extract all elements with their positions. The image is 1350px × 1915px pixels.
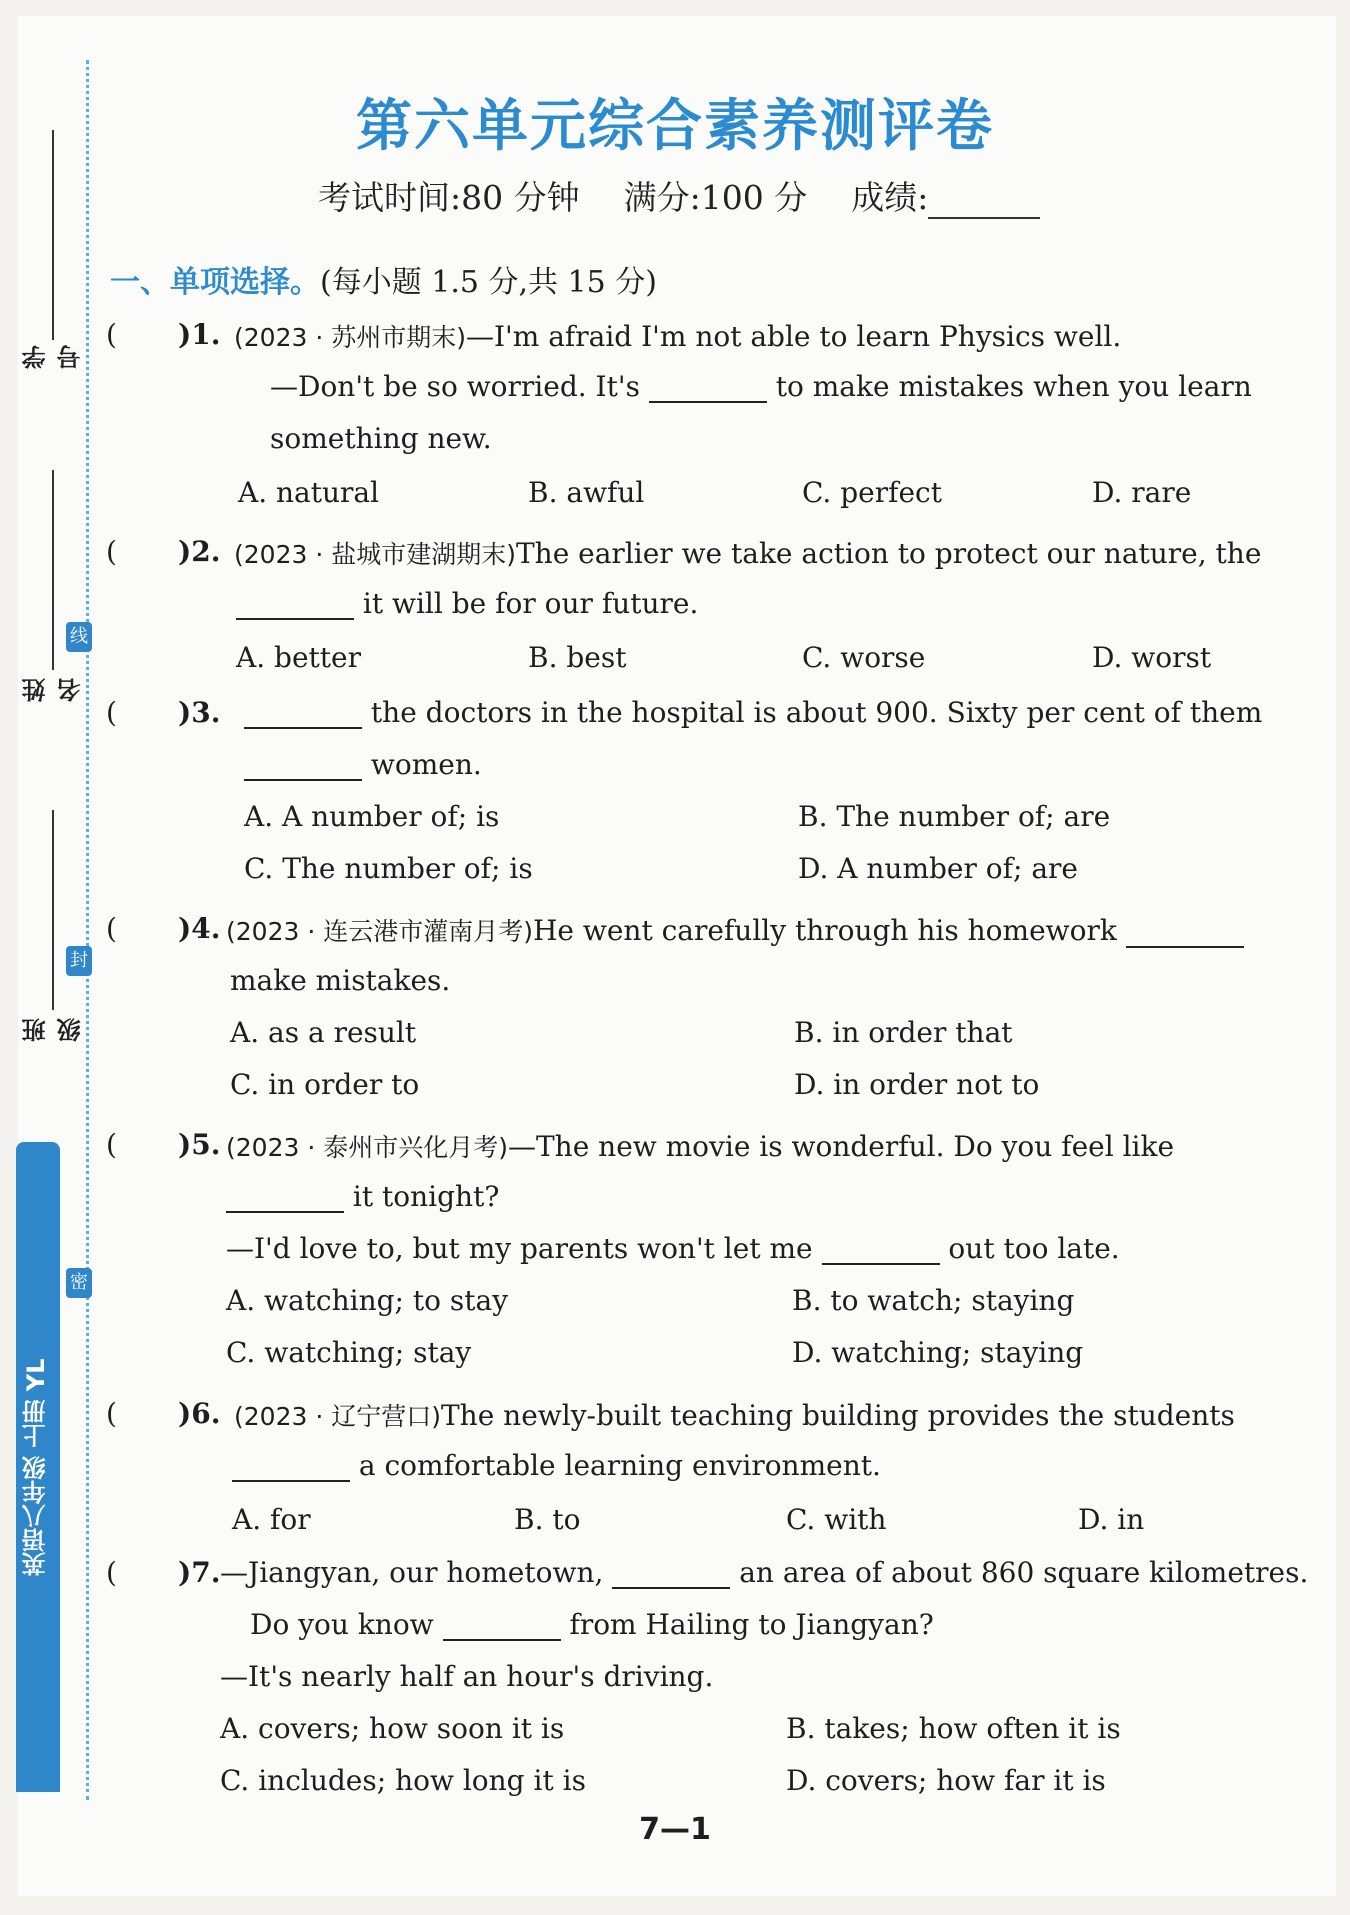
option-a[interactable]: A. watching; to stay <box>226 1284 509 1317</box>
cut-mark-feng: 封 <box>66 946 92 976</box>
question-line: it tonight? <box>352 1180 500 1213</box>
exam-time: 考试时间:80 分钟 <box>318 178 580 217</box>
option-d[interactable]: D. rare <box>1092 476 1192 509</box>
exam-info <box>318 172 1084 219</box>
answer-bracket[interactable]: ( <box>106 535 117 568</box>
cut-mark-mi: 密 <box>66 1268 92 1298</box>
student-id-label: 学号 <box>22 345 85 369</box>
question-source: (2023 · 苏州市期末) <box>234 323 466 352</box>
question-number: )4. <box>178 912 221 945</box>
question-line: the doctors in the hospital is about 900. Sixty per cent of them <box>370 696 1263 729</box>
question-line: The newly-built teaching building provides the students <box>440 1399 1235 1432</box>
question-line: —It's nearly half an hour's driving. <box>220 1660 714 1693</box>
option-c[interactable]: C. with <box>786 1503 887 1536</box>
option-c[interactable]: C. in order to <box>230 1068 420 1101</box>
question-source: (2023 · 泰州市兴化月考) <box>226 1133 508 1162</box>
answer-bracket[interactable]: ( <box>106 1556 117 1589</box>
answer-blank[interactable] <box>822 1237 940 1265</box>
name-label: 姓名 <box>22 678 85 702</box>
answer-blank[interactable] <box>1126 920 1244 948</box>
page-number: 7—1 <box>639 1812 711 1847</box>
question-line: make mistakes. <box>230 964 451 997</box>
option-a[interactable]: A. as a result <box>230 1016 417 1049</box>
answer-blank[interactable] <box>232 1454 350 1482</box>
question-line: The earlier we take action to protect our nature, the <box>515 537 1262 570</box>
question-number: )3. <box>178 696 221 729</box>
score-blank[interactable] <box>928 189 1040 219</box>
question-line: —Don't be so worried. It's <box>270 370 640 403</box>
answer-blank[interactable] <box>649 375 767 403</box>
answer-blank[interactable] <box>612 1561 730 1589</box>
brand-strip <box>16 1142 60 1792</box>
question-line: —Jiangyan, our hometown, <box>220 1556 604 1589</box>
option-b[interactable]: B. in order that <box>794 1016 1013 1049</box>
question-number: )1. <box>178 318 221 351</box>
question-line: —I'm afraid I'm not able to learn Physics well. <box>465 320 1122 353</box>
option-c[interactable]: C. The number of; is <box>244 852 533 885</box>
question-number: )5. <box>178 1128 221 1161</box>
option-b[interactable]: B. awful <box>528 476 645 509</box>
option-b[interactable]: B. The number of; are <box>798 800 1111 833</box>
answer-bracket[interactable]: ( <box>106 912 117 945</box>
option-a[interactable]: A. better <box>236 641 361 674</box>
question-number: )7. <box>178 1556 221 1589</box>
option-d[interactable]: D. in <box>1078 1503 1145 1536</box>
score-label: 成绩: <box>851 178 929 217</box>
option-d[interactable]: D. worst <box>1092 641 1212 674</box>
class-line <box>52 810 54 1010</box>
option-a[interactable]: A. covers; how soon it is <box>220 1712 565 1745</box>
option-d[interactable]: D. in order not to <box>794 1068 1040 1101</box>
option-c[interactable]: C. watching; stay <box>226 1336 472 1369</box>
option-d[interactable]: D. watching; staying <box>792 1336 1084 1369</box>
option-a[interactable]: A. A number of; is <box>244 800 500 833</box>
question-line: something new. <box>270 422 492 455</box>
option-c[interactable]: C. worse <box>802 641 926 674</box>
question-source: (2023 · 盐城市建湖期末) <box>234 540 516 569</box>
question-line: women. <box>370 748 482 781</box>
question-source: (2023 · 辽宁营口) <box>234 1402 441 1431</box>
option-b[interactable]: B. best <box>528 641 627 674</box>
option-b[interactable]: B. to watch; staying <box>792 1284 1075 1317</box>
question-line: out too late. <box>948 1232 1120 1265</box>
answer-blank[interactable] <box>236 592 354 620</box>
question-line: from Hailing to Jiangyan? <box>569 1608 934 1641</box>
question-number: )2. <box>178 535 221 568</box>
section-heading <box>110 257 657 301</box>
question-number: )6. <box>178 1397 221 1430</box>
answer-blank[interactable] <box>443 1613 561 1641</box>
cut-mark-xian: 线 <box>66 622 92 652</box>
option-c[interactable]: C. includes; how long it is <box>220 1764 586 1797</box>
option-a[interactable]: A. for <box>232 1503 311 1536</box>
question-line: to make mistakes when you learn <box>775 370 1252 403</box>
question-line: a comfortable learning environment. <box>358 1449 881 1482</box>
full-score: 满分:100 分 <box>623 178 808 217</box>
question-line: it will be for our future. <box>362 587 699 620</box>
option-d[interactable]: D. A number of; are <box>798 852 1078 885</box>
answer-bracket[interactable]: ( <box>106 318 117 351</box>
answer-blank[interactable] <box>226 1185 344 1213</box>
answer-bracket[interactable]: ( <box>106 1397 117 1430</box>
class-label: 班级 <box>22 1018 85 1042</box>
question-line: —The new movie is wonderful. Do you feel like <box>507 1130 1175 1163</box>
question-line: an area of about 860 square kilometres. <box>739 1556 1309 1589</box>
section-title: 一、单项选择。 <box>110 265 320 300</box>
name-line <box>52 470 54 670</box>
answer-blank[interactable] <box>244 701 362 729</box>
option-b[interactable]: B. takes; how often it is <box>786 1712 1121 1745</box>
answer-bracket[interactable]: ( <box>106 696 117 729</box>
option-b[interactable]: B. to <box>514 1503 581 1536</box>
section-points: (每小题 1.5 分,共 15 分) <box>320 265 657 300</box>
option-c[interactable]: C. perfect <box>802 476 942 509</box>
answer-bracket[interactable]: ( <box>106 1128 117 1161</box>
cut-line <box>86 60 89 1800</box>
option-a[interactable]: A. natural <box>238 476 380 509</box>
option-d[interactable]: D. covers; how far it is <box>786 1764 1106 1797</box>
question-line: He went carefully through his homework <box>532 914 1117 947</box>
question-line: —I'd love to, but my parents won't let me <box>226 1232 813 1265</box>
page-title: 第六单元综合素养测评卷 <box>356 94 994 159</box>
question-source: (2023 · 连云港市灌南月考) <box>226 917 533 946</box>
question-line: Do you know <box>250 1608 434 1641</box>
answer-blank[interactable] <box>244 753 362 781</box>
brand-text: 英语八年级 上册 YL <box>22 1358 50 1576</box>
